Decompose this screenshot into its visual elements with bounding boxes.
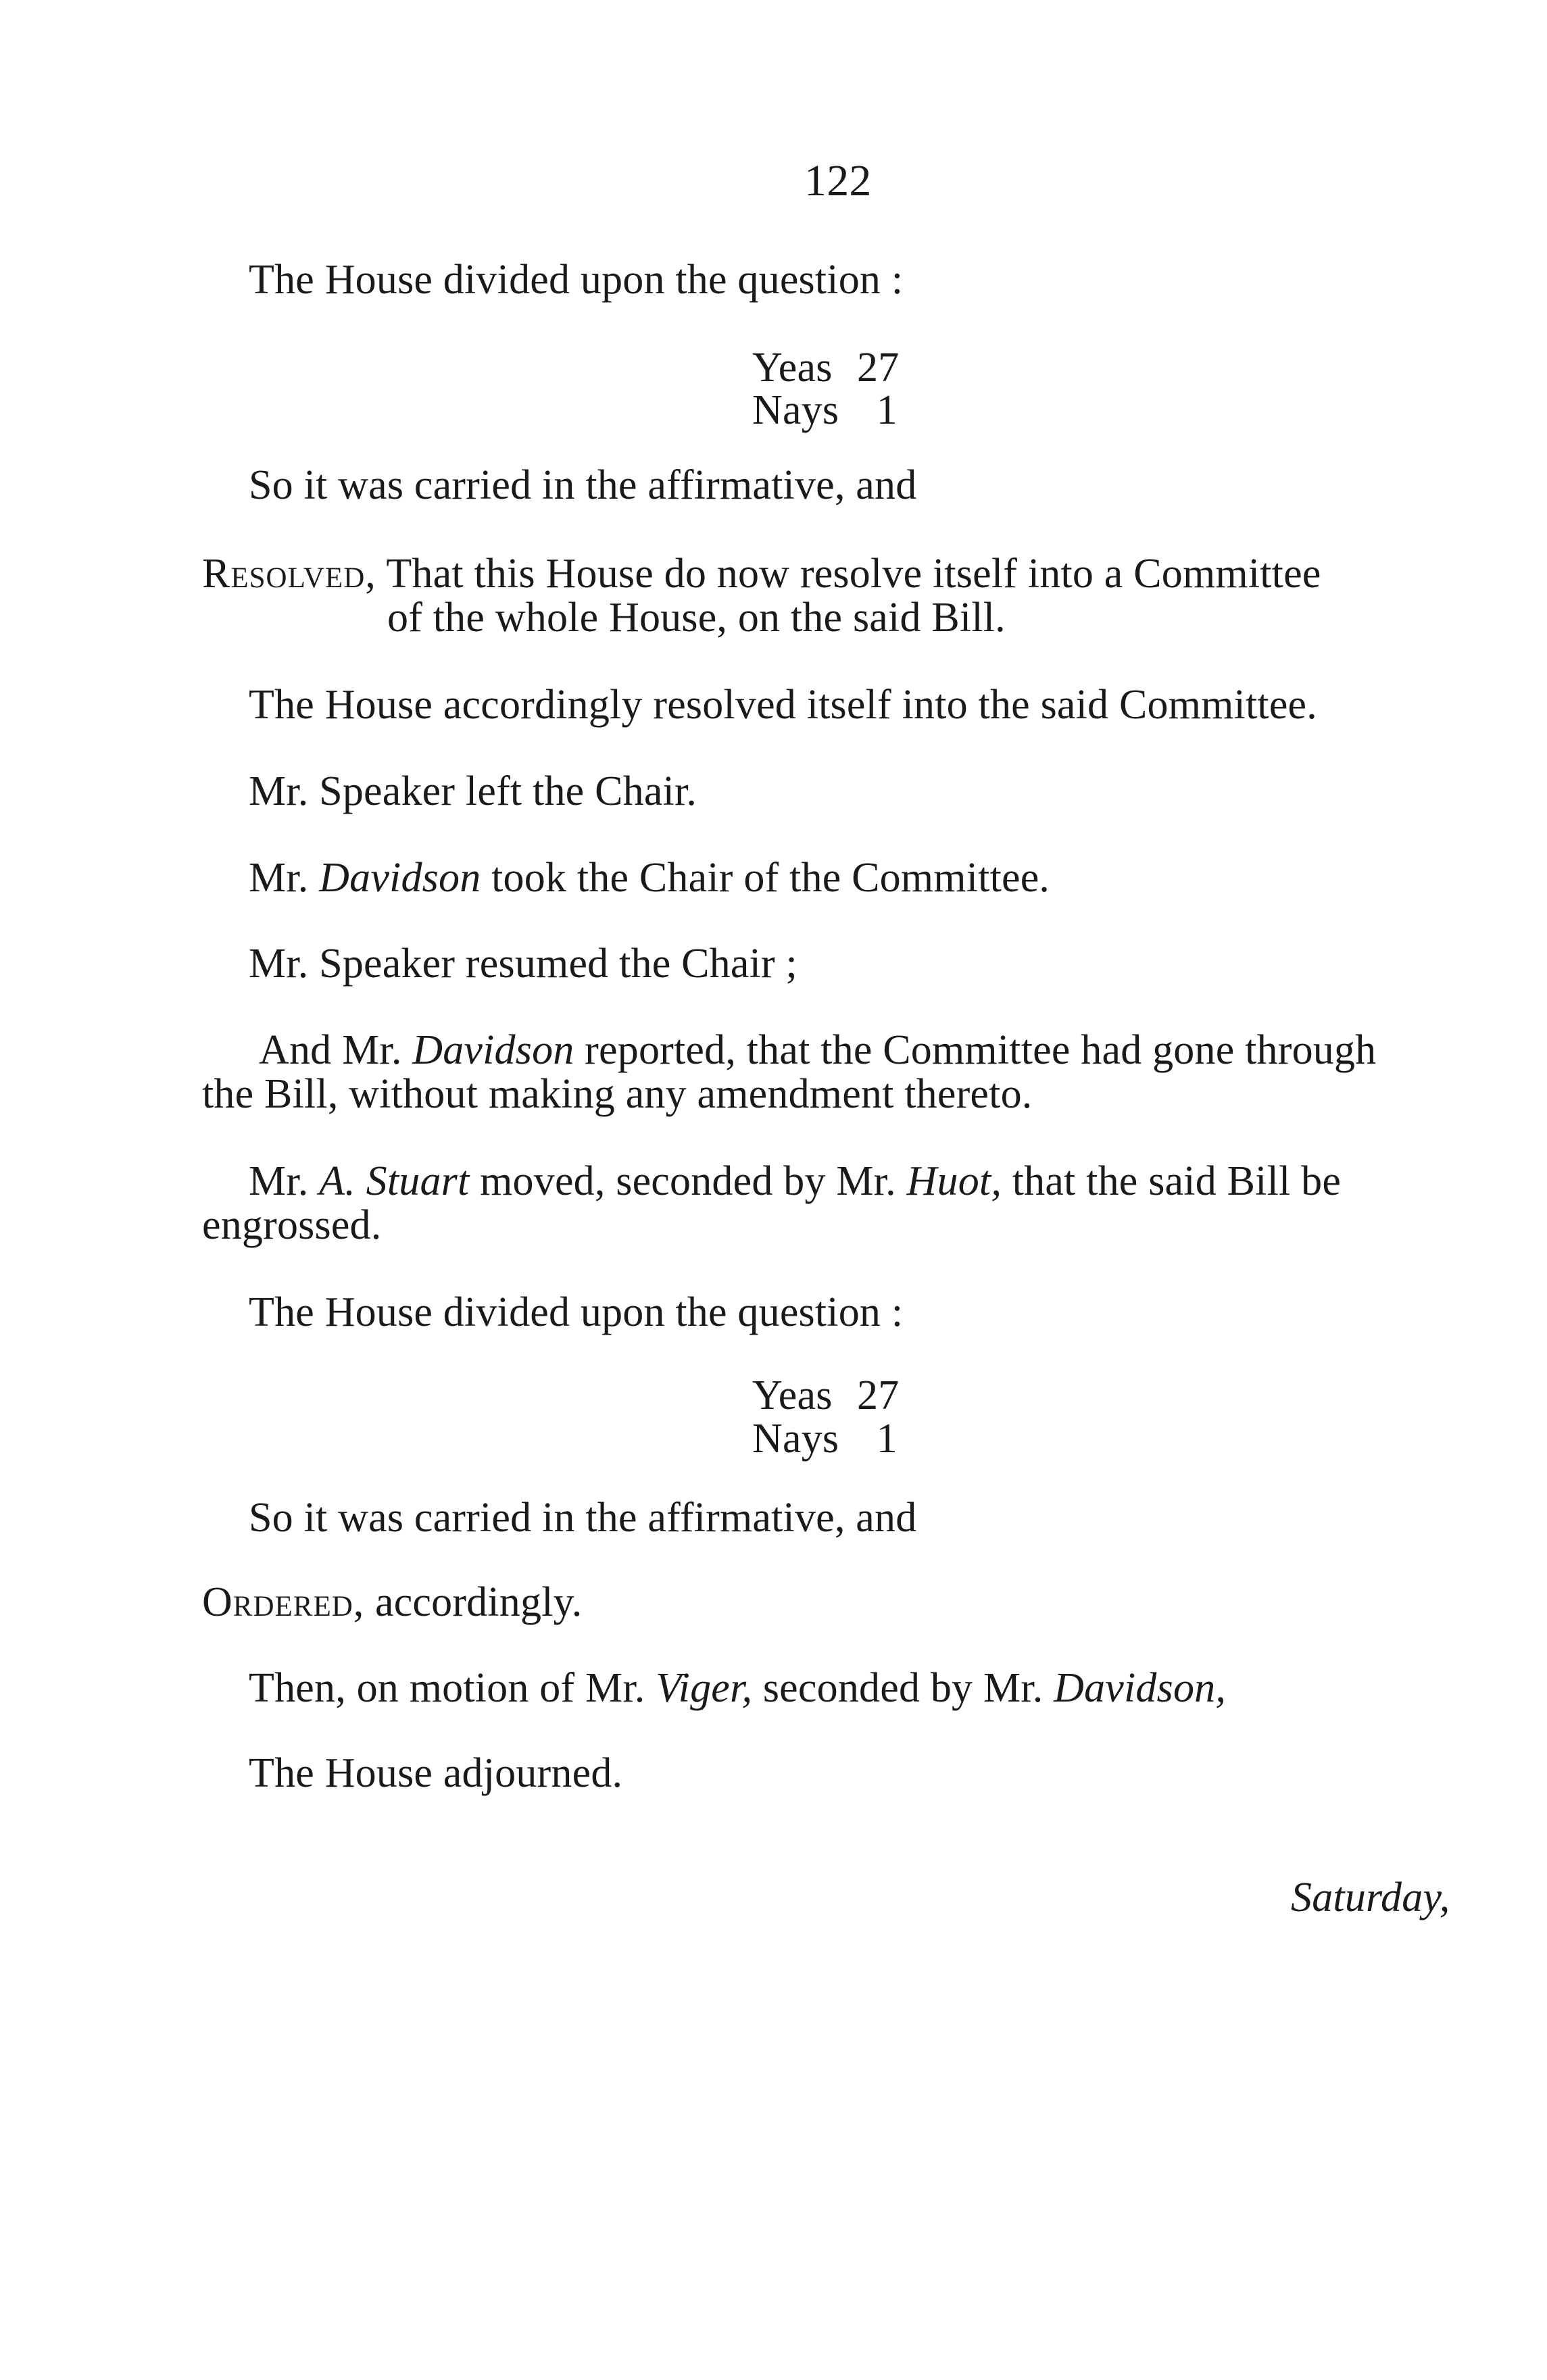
yeas-label: Yeas bbox=[752, 1372, 833, 1418]
paragraph-speaker-resumed: Mr. Speaker resumed the Chair ; bbox=[249, 941, 797, 987]
text-mid: seconded by Mr. bbox=[752, 1665, 1054, 1711]
paragraph-accordingly-resolved: The House accordingly resolved itself into the said Committee. bbox=[249, 682, 1317, 728]
text-post: that the said Bill be bbox=[1002, 1158, 1342, 1204]
nays-label: Nays bbox=[752, 1416, 839, 1462]
paragraph-resolved-line2: of the whole House, on the said Bill. bbox=[387, 595, 1006, 641]
paragraph-reported-line2: the Bill, without making any amendment thereto. bbox=[202, 1071, 1033, 1117]
nays-label: Nays bbox=[752, 387, 839, 433]
catchword: Saturday, bbox=[1291, 1875, 1450, 1920]
text-mid: moved, seconded by Mr. bbox=[469, 1158, 907, 1204]
paragraph-motion-viger bbox=[249, 1664, 1226, 1712]
yeas-count: 27 bbox=[857, 1372, 900, 1418]
paragraph-moved-line2: engrossed. bbox=[202, 1202, 382, 1248]
vote-yeas-2 bbox=[752, 1371, 898, 1420]
name-davidson: Davidson bbox=[319, 855, 481, 901]
name-viger: Viger, bbox=[656, 1665, 753, 1711]
resolved-text: That this House do now resolve itself into a Committee bbox=[376, 551, 1321, 597]
paragraph-reported-line1 bbox=[259, 1026, 1376, 1074]
paragraph-moved-line1 bbox=[249, 1157, 1341, 1206]
text-pre: Mr. bbox=[249, 855, 320, 901]
paragraph-house-divided-1: The House divided upon the question : bbox=[249, 257, 904, 303]
vote-nays-2 bbox=[752, 1414, 898, 1463]
text-pre: And Mr. bbox=[259, 1027, 413, 1073]
paragraph-adjourned: The House adjourned. bbox=[249, 1750, 623, 1796]
paragraph-davidson-chair bbox=[249, 853, 1050, 902]
resolved-lead: Resolved, bbox=[202, 551, 376, 597]
ordered-text: accordingly. bbox=[364, 1579, 583, 1625]
name-huot: Huot, bbox=[906, 1158, 1002, 1204]
text-pre: Then, on motion of Mr. bbox=[249, 1665, 656, 1711]
paragraph-speaker-left: Mr. Speaker left the Chair. bbox=[249, 768, 697, 814]
paragraph-carried-2: So it was carried in the affirmative, and bbox=[249, 1495, 917, 1541]
text-post: reported, that the Committee had gone through bbox=[574, 1027, 1377, 1073]
yeas-label: Yeas bbox=[752, 345, 833, 391]
nays-count: 1 bbox=[876, 387, 898, 433]
paragraph-house-divided-2: The House divided upon the question : bbox=[249, 1289, 904, 1335]
text-pre: Mr. bbox=[249, 1158, 320, 1204]
vote-yeas-1 bbox=[752, 343, 898, 392]
name-davidson: Davidson, bbox=[1054, 1665, 1227, 1711]
name-davidson: Davidson bbox=[412, 1027, 574, 1073]
nays-count: 1 bbox=[876, 1416, 898, 1462]
vote-nays-1 bbox=[752, 386, 898, 435]
text-post: took the Chair of the Committee. bbox=[481, 855, 1050, 901]
paragraph-carried-1: So it was carried in the affirmative, and bbox=[249, 462, 917, 508]
paragraph-resolved-line1 bbox=[202, 549, 1321, 598]
paragraph-ordered bbox=[202, 1578, 583, 1627]
page-number: 122 bbox=[804, 156, 872, 205]
name-stuart: A. Stuart bbox=[319, 1158, 470, 1204]
ordered-lead: Ordered, bbox=[202, 1579, 365, 1625]
yeas-count: 27 bbox=[857, 345, 900, 391]
